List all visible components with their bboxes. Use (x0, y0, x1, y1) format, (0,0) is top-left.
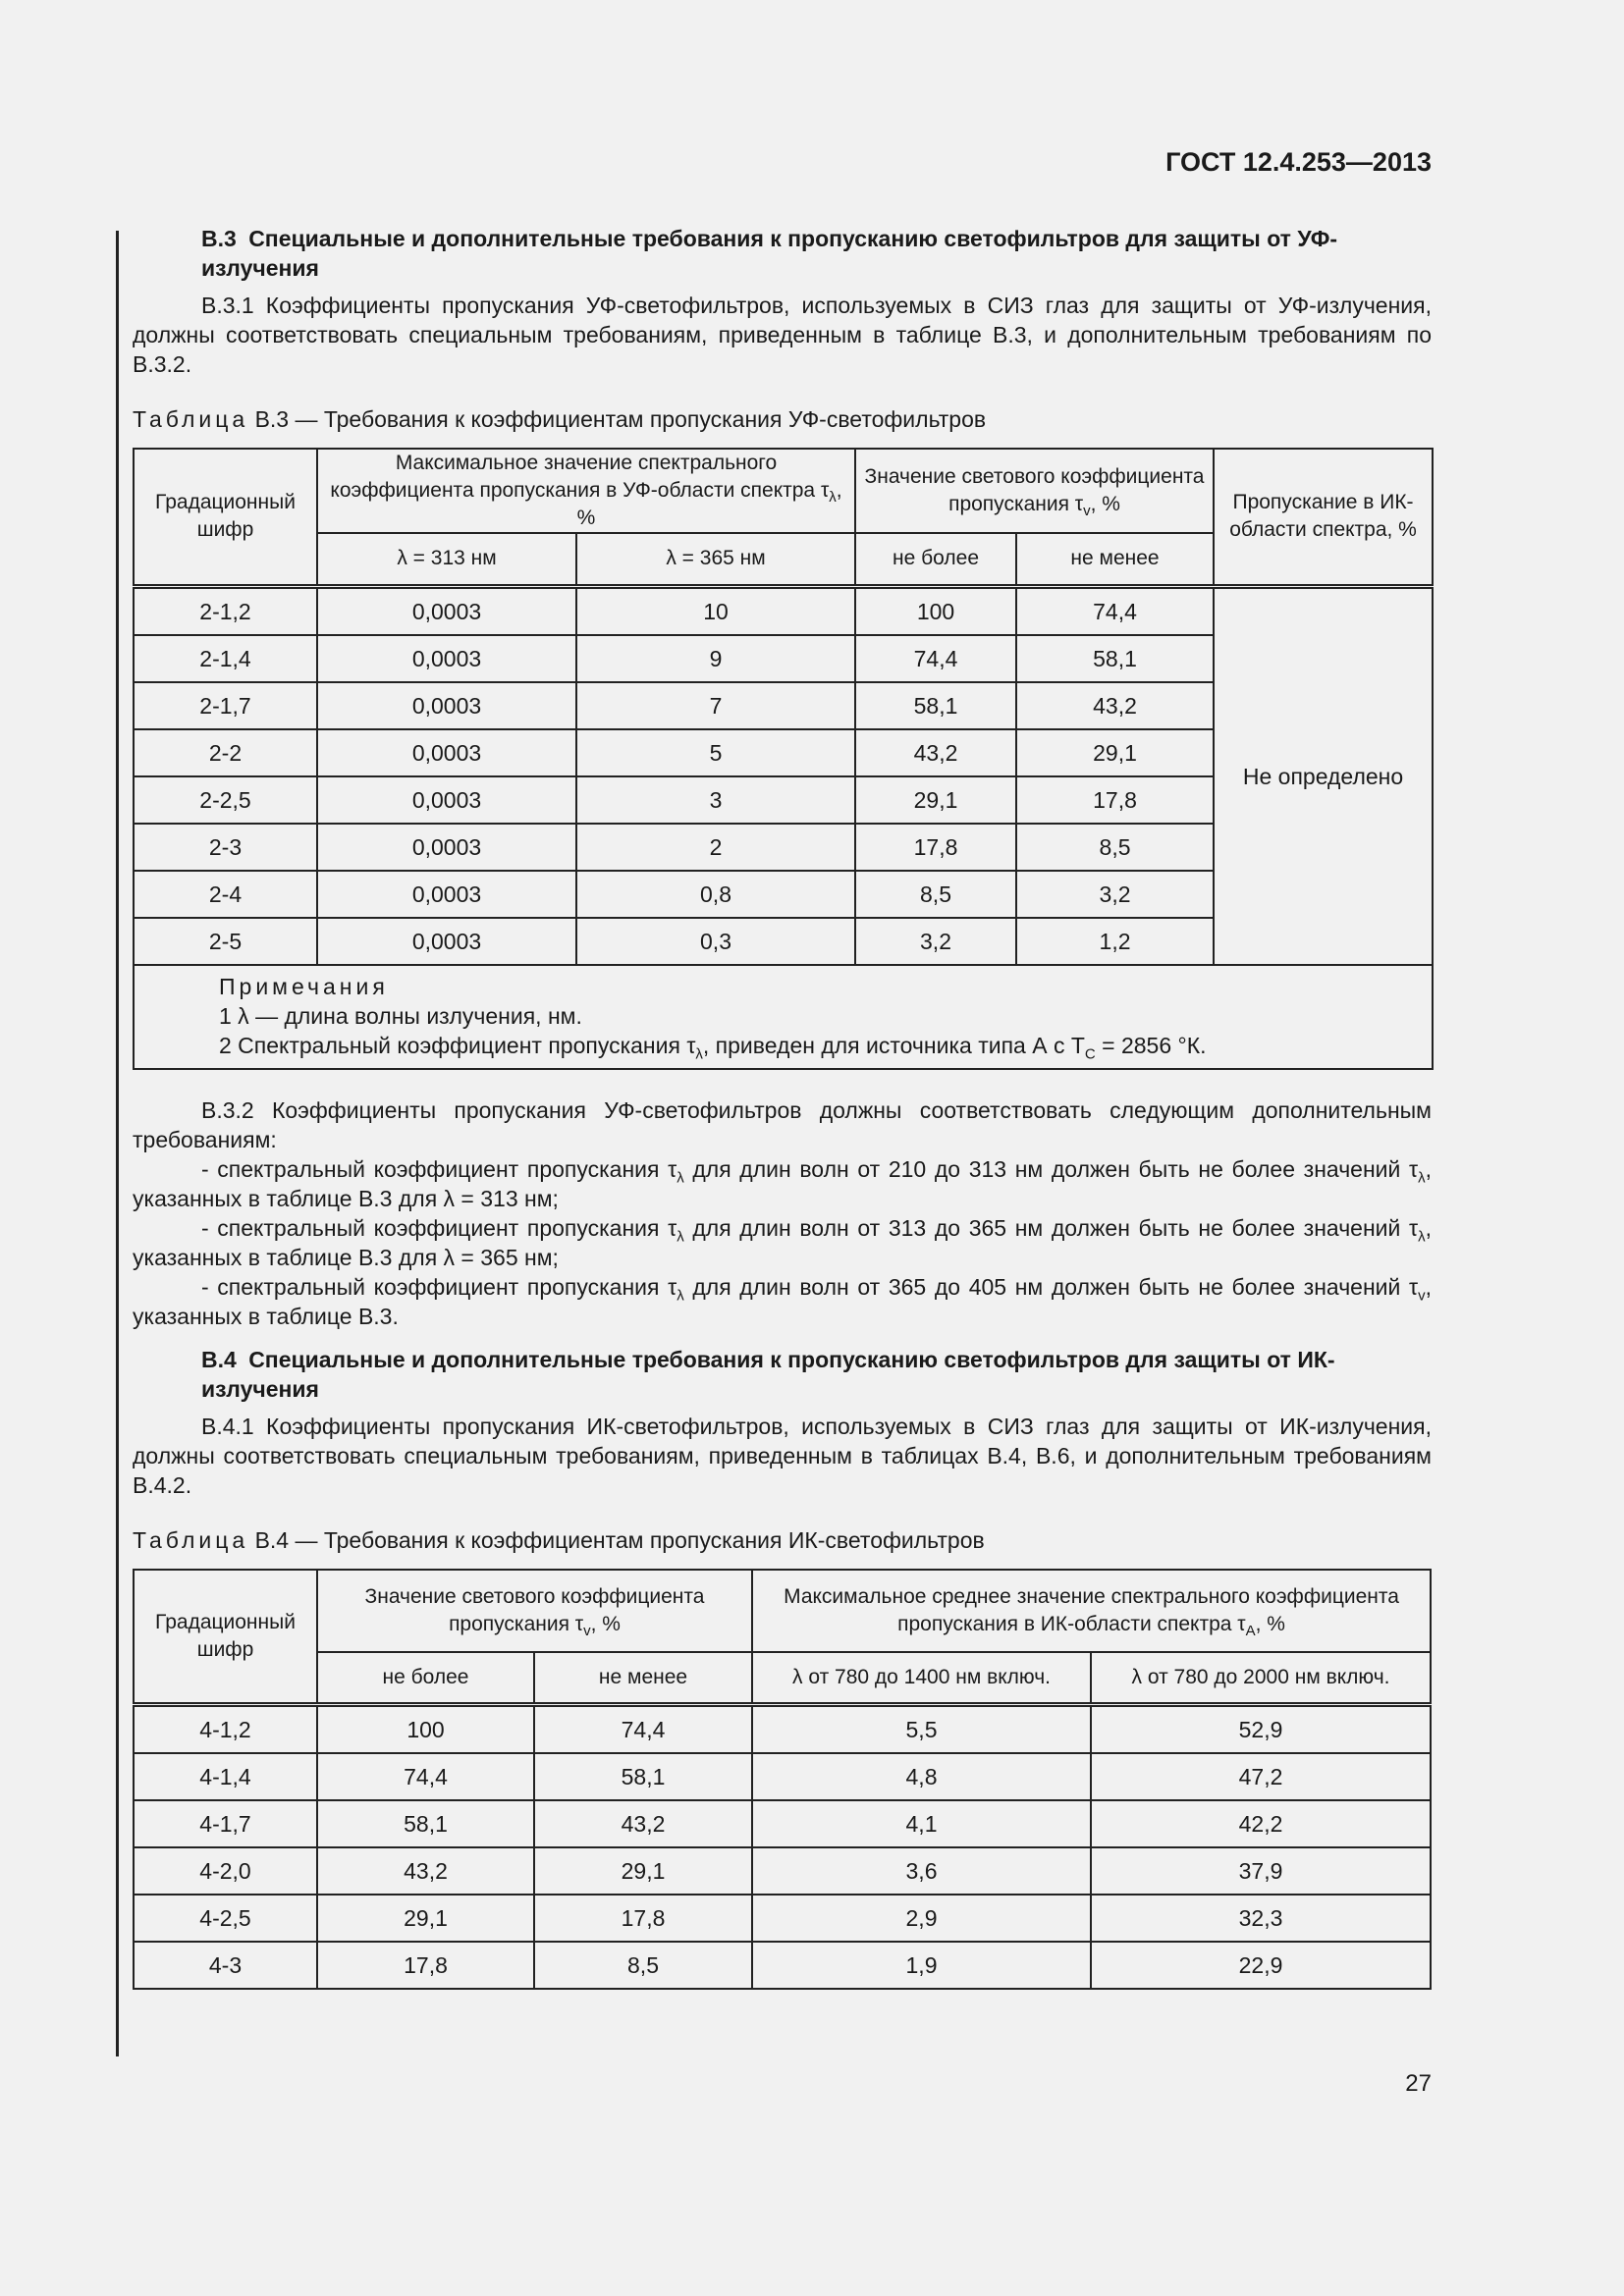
section-b4-paragraph: В.4.1 Коэффициенты пропускания ИК-светофильтров, используемых в СИЗ глаз для защиты от ИК-излучения, должны соответствовать специальным требованиям, приведенным в таблицах В.4, В.6, и дополнительным требованиям В.4.2. (133, 1413, 1432, 1498)
note-1: 1 λ — длина волны излучения, нм. (219, 1002, 582, 1029)
table-cell: 1,2 (1016, 918, 1214, 965)
table-cell: 3,2 (1016, 871, 1214, 918)
table-cell: 4,1 (752, 1800, 1091, 1847)
table-cell: 37,9 (1091, 1847, 1431, 1895)
table-b4 (133, 1569, 1432, 1991)
table-cell: 29,1 (1016, 729, 1214, 776)
table-cell: 2-1,4 (134, 635, 317, 682)
table-b4-header-1400: λ от 780 до 1400 нм включ. (752, 1652, 1091, 1705)
table-cell: 32,3 (1091, 1895, 1431, 1942)
table-cell: 43,2 (855, 729, 1016, 776)
table-cell: 9 (576, 635, 855, 682)
table-row (134, 1800, 1431, 1847)
table-b3-ir-value: Не определено (1214, 586, 1433, 965)
table-cell: 4-1,4 (134, 1753, 317, 1800)
table-cell: 0,0003 (317, 824, 576, 871)
table-cell: 29,1 (534, 1847, 752, 1895)
table-b3-notes-row (134, 965, 1433, 1069)
table-b4-caption-label: Таблица (133, 1526, 249, 1553)
table-b3 (133, 448, 1434, 1070)
table-cell: 3,2 (855, 918, 1016, 965)
table-cell: 0,0003 (317, 918, 576, 965)
table-cell: 2,9 (752, 1895, 1091, 1942)
section-b3-title: Специальные и дополнительные требования к пропусканию светофильтров для защиты от УФ-излучения (201, 226, 1338, 281)
table-cell: 17,8 (855, 824, 1016, 871)
table-cell: 8,5 (534, 1942, 752, 1989)
table-cell: 4,8 (752, 1753, 1091, 1800)
table-cell: 1,9 (752, 1942, 1091, 1989)
table-b3-header-code: Градационный шифр (134, 449, 317, 586)
note-2: 2 Спектральный коэффициент пропускания $\tau_\lambda$, приведен для источника типа А с $T_C = 2856$ °К. (219, 1032, 1207, 1063)
table-b4-header-2000: λ от 780 до 2000 нм включ. (1091, 1652, 1431, 1705)
section-b3-number: В.3 (201, 226, 237, 251)
table-cell: 58,1 (1016, 635, 1214, 682)
table-b3-header-ir: Пропускание в ИК-области спектра, % (1214, 449, 1433, 586)
table-cell: 47,2 (1091, 1753, 1431, 1800)
table-cell: 52,9 (1091, 1705, 1431, 1754)
table-b3-notes (134, 965, 1433, 1069)
table-cell: 4-1,7 (134, 1800, 317, 1847)
table-cell: 0,0003 (317, 871, 576, 918)
table-cell: 74,4 (855, 635, 1016, 682)
table-cell: 2-3 (134, 824, 317, 871)
table-cell: 17,8 (317, 1942, 534, 1989)
table-cell: 2-4 (134, 871, 317, 918)
table-cell: 10 (576, 586, 855, 635)
table-cell: 58,1 (855, 682, 1016, 729)
table-cell: 2-1,7 (134, 682, 317, 729)
requirement-bullet-2: - спектральный коэффициент пропускания $\tau_\lambda$ для длин волн от 313 до 365 нм должен быть не более значений $\tau_\lambda$, указанных в таблице В.3 для λ = 365 нм; (133, 1214, 1432, 1270)
table-cell: 74,4 (317, 1753, 534, 1800)
section-b4-title: Специальные и дополнительные требования к пропусканию светофильтров для защиты от ИК-излучения (201, 1346, 1335, 1402)
table-cell: 8,5 (1016, 824, 1214, 871)
table-b3-header-313: λ = 313 нм (317, 533, 576, 586)
table-cell: 4-2,5 (134, 1895, 317, 1942)
table-cell: 0,0003 (317, 729, 576, 776)
table-cell: 43,2 (317, 1847, 534, 1895)
table-cell: 0,0003 (317, 682, 576, 729)
table-row (134, 1895, 1431, 1942)
table-cell: 2-1,2 (134, 586, 317, 635)
table-b3-header-luminous: Значение светового коэффициента пропускания $\tau_v$, % (855, 449, 1214, 533)
table-cell: 43,2 (534, 1800, 752, 1847)
table-b3-caption-text: В.3 — Требования к коэффициентам пропускания УФ-светофильтров (254, 406, 987, 432)
table-cell: 17,8 (534, 1895, 752, 1942)
table-cell: 5 (576, 729, 855, 776)
table-row (134, 586, 1433, 635)
table-cell: 100 (855, 586, 1016, 635)
table-b4-header-min: не менее (534, 1652, 752, 1705)
section-b4-number: В.4 (201, 1346, 237, 1372)
table-cell: 8,5 (855, 871, 1016, 918)
notes-title: Примечания (219, 973, 389, 999)
table-cell: 3,6 (752, 1847, 1091, 1895)
table-cell: 58,1 (317, 1800, 534, 1847)
page-number: 27 (1405, 2070, 1432, 2097)
section-b3-paragraph: В.3.1 Коэффициенты пропускания УФ-светофильтров, используемых в СИЗ глаз для защиты от УФ-излучения, должны соответствовать специальным требованиям, приведенным в таблице В.3, и дополнительным требованиям по В.3.2. (133, 293, 1432, 377)
table-b4-caption (133, 1525, 1432, 1555)
table-b4-header-spectral: Максимальное среднее значение спектрального коэффициента пропускания в ИК-области спектра $\tau_А$, % (752, 1570, 1431, 1652)
table-row (134, 1705, 1431, 1754)
table-b4-header-luminous: Значение светового коэффициента пропускания $\tau_v$, % (317, 1570, 752, 1652)
table-b4-caption-text: В.4 — Требования к коэффициентам пропускания ИК-светофильтров (254, 1526, 985, 1553)
requirement-bullet-1: - спектральный коэффициент пропускания $\tau_\lambda$ для длин волн от 210 до 313 нм должен быть не более значений $\tau_\lambda$, указанных в таблице В.3 для λ = 313 нм; (133, 1155, 1432, 1211)
table-b3-header-spectral: Максимальное значение спектрального коэффициента пропускания в УФ-области спектра $\tau_\lambda$, % (317, 449, 855, 533)
table-row (134, 1753, 1431, 1800)
table-row (134, 1847, 1431, 1895)
table-cell: 0,0003 (317, 586, 576, 635)
table-cell: 17,8 (1016, 776, 1214, 824)
table-cell: 29,1 (855, 776, 1016, 824)
table-cell: 2-2 (134, 729, 317, 776)
table-cell: 2-2,5 (134, 776, 317, 824)
table-cell: 0,8 (576, 871, 855, 918)
table-cell: 3 (576, 776, 855, 824)
section-b32-intro: В.3.2 Коэффициенты пропускания УФ-светофильтров должны соответствовать следующим дополнительным требованиям: (133, 1096, 1432, 1152)
table-cell: 42,2 (1091, 1800, 1431, 1847)
table-b3-caption-label: Таблица (133, 406, 249, 432)
table-b3-header-365: λ = 365 нм (576, 533, 855, 586)
table-cell: 4-3 (134, 1942, 317, 1989)
table-b4-header-code: Градационный шифр (134, 1570, 317, 1705)
change-bar (116, 231, 119, 2056)
table-cell: 0,0003 (317, 635, 576, 682)
table-cell: 2-5 (134, 918, 317, 965)
table-cell: 74,4 (1016, 586, 1214, 635)
table-row (134, 1942, 1431, 1989)
table-b4-header-max: не более (317, 1652, 534, 1705)
table-cell: 0,3 (576, 918, 855, 965)
table-cell: 2 (576, 824, 855, 871)
table-cell: 100 (317, 1705, 534, 1754)
table-cell: 74,4 (534, 1705, 752, 1754)
table-b3-header-max: не более (855, 533, 1016, 586)
section-b4-heading (133, 1345, 1432, 1404)
table-cell: 43,2 (1016, 682, 1214, 729)
table-cell: 29,1 (317, 1895, 534, 1942)
table-cell: 58,1 (534, 1753, 752, 1800)
table-cell: 22,9 (1091, 1942, 1431, 1989)
page-content (133, 224, 1432, 1990)
table-b3-caption (133, 404, 1432, 434)
section-b3-heading (133, 224, 1432, 283)
table-cell: 0,0003 (317, 776, 576, 824)
standard-number: ГОСТ 12.4.253—2013 (1165, 147, 1432, 177)
table-cell: 4-1,2 (134, 1705, 317, 1754)
table-cell: 7 (576, 682, 855, 729)
requirement-bullet-3: - спектральный коэффициент пропускания $\tau_\lambda$ для длин волн от 365 до 405 нм должен быть не более значений $\tau_v$, указанных в таблице В.3. (133, 1273, 1432, 1329)
table-cell: 4-2,0 (134, 1847, 317, 1895)
table-b3-header-min: не менее (1016, 533, 1214, 586)
table-cell: 5,5 (752, 1705, 1091, 1754)
